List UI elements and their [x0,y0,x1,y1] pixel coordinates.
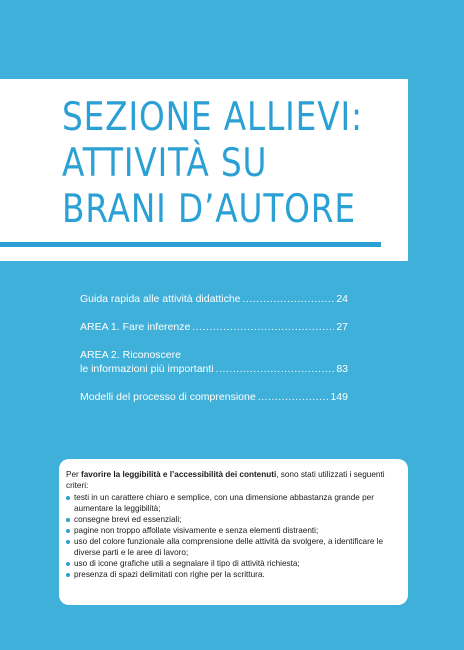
criteria-item [66,492,402,514]
criteria-item-text: uso del colore funzionale alla comprensione delle attività da svolgere, a identificare le diverse parti e le aree di lavoro; [74,537,384,557]
criteria-item [66,536,402,558]
toc-entry-label: Modelli del processo di comprensione [80,391,256,403]
toc-leader-dots [216,362,335,376]
section-title-line-1: SEZIONE ALLIEVI: [62,95,363,140]
criteria-item-text: testi in un carattere chiaro e semplice, con una dimensione abbastanza grande per aumentare la leggibilità; [74,493,374,513]
bullet-icon [66,573,70,577]
accessibility-criteria-box [59,459,408,605]
bullet-icon [66,518,70,522]
toc-page-number: 24 [336,293,348,305]
section-title-line-3: BRANI D’AUTORE [62,187,356,232]
toc-leader-dots [192,320,334,334]
toc-entry-area-2[interactable] [80,348,348,376]
toc-entry-label-continued: le informazioni più importanti [80,363,214,375]
criteria-intro-prefix: Per [66,470,82,479]
toc-entry-area-1[interactable] [80,320,348,334]
bullet-icon [66,562,70,566]
toc-page-number: 149 [330,391,348,403]
title-panel [0,79,408,261]
criteria-item [66,525,402,536]
toc-page-number: 27 [336,321,348,333]
toc-entry-label: Guida rapida alle attività didattiche [80,293,241,305]
bullet-icon [66,540,70,544]
criteria-item-text: presenza di spazi delimitati con righe per la scrittura. [74,570,265,579]
criteria-item-text: uso di icone grafiche utili a segnalare il tipo di attività richiesta; [74,559,300,568]
toc-leader-dots [243,292,335,306]
criteria-intro-suffix: , sono stati utilizzati i seguenti criteri: [66,470,385,490]
section-title-line-2: ATTIVITÀ SU [62,141,268,186]
criteria-item-text: consegne brevi ed essenziali; [74,515,182,524]
toc-entry-label: AREA 1. Fare inferenze [80,321,191,333]
bullet-icon [66,496,70,500]
criteria-item [66,569,402,580]
bullet-icon [66,529,70,533]
criteria-list [66,492,402,580]
toc-entry-guida[interactable] [80,292,348,306]
toc-page-number: 83 [336,363,348,375]
toc-entry-label: AREA 2. Riconoscere [80,349,181,361]
toc-leader-dots [258,390,329,404]
criteria-intro-emphasis: favorire la leggibilità e l’accessibilità dei contenuti [81,470,277,479]
title-underline [0,242,381,247]
criteria-item [66,558,402,569]
criteria-intro [66,469,402,491]
toc-entry-modelli[interactable] [80,390,348,404]
criteria-item-text: pagine non troppo affollate visivamente e senza elementi distraenti; [74,526,319,535]
criteria-item [66,514,402,525]
